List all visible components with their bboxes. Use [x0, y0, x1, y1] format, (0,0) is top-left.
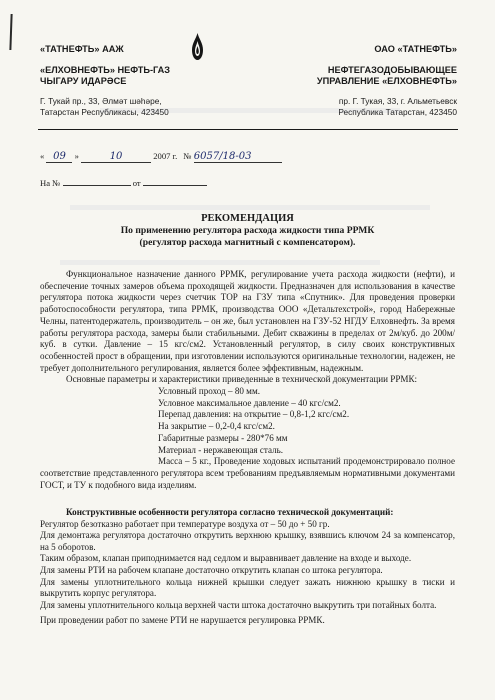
param-item: Условное максимальное давление – 40 кгс/см2. — [158, 397, 341, 408]
section-line: Для замены уплотнительного кольца нижней крышки следует зажать нижнюю крышку в тиски и выкрутить корпус регулятора. — [40, 576, 455, 599]
recommendation-body — [40, 269, 455, 491]
show-through — [60, 260, 380, 265]
section-line: Регулятор безотказно работает при температуре воздуха от – 50 до + 50 гр. — [40, 518, 330, 529]
show-through — [70, 205, 430, 210]
section-line: Для замены уплотнительного кольца верхней части штока достаточно выкрутить три потайных болта. — [40, 599, 437, 610]
document-subtitle-1: По применению регулятора расхода жидкости типа РРМК — [120, 225, 375, 236]
header-right-address-2: Республика Татарстан, 423450 — [338, 107, 457, 117]
oil-drop-icon — [190, 32, 205, 62]
body-paragraph-1: Функциональное назначение данного РРМК, регулирование учета расхода жидкости (нефти), и обеспечение точных замеров объема проходящей жидкости. Предназначен для использования в качестве регулятора потока жидкости через счетчик ТОР на ГЗУ типа «Спутник». Для проведения проверки работоспособности регулятора, типа РРМК, производства ООО «Детальтехстрой», город Набережные Челны, патентодержатель, производитель – он же, был установлен на ГЗУ-52 НГДУ Елховнефть. За время работы регулятора расхода, замеры были стабильными. Дебит скважины в пределах от 2м/куб. до 200м/куб. в сутки. Давление – 15 кгс/см2. Установленный регулятор, в силу своих конструктивных особенностей прост в обращении, при изготовлении используются оригинальные технологии, надежен, не требует дополнительного регулирования, является более эффективным, надежным. — [40, 269, 455, 373]
date-year: 2007 г. — [153, 151, 178, 161]
reply-date-blank — [143, 185, 207, 186]
section-title: Конструктивные особенности регулятора согласно технической документаций: — [66, 507, 394, 517]
param-item: Материал - нержавеющая сталь. — [158, 444, 284, 455]
header-right — [317, 44, 457, 118]
section-line: Таким образом, клапан приподнимается над седлом и выравнивает давление на входе и выходе. — [40, 553, 412, 564]
header-left-company: «ТАТНЕФТЬ» ААЖ — [40, 44, 124, 54]
show-through — [100, 108, 400, 113]
margin-pen-mark — [9, 14, 12, 50]
number-label: № — [183, 151, 192, 161]
header-left-division-2: ЧЫГАРУ ИДАРӘСЕ — [40, 76, 127, 86]
document-subtitle-2: (регулятор расхода магнитный с компенсатором). — [139, 237, 356, 248]
date-month: 10 — [81, 151, 151, 163]
header-right-company: ОАО «ТАТНЕФТЬ» — [374, 44, 457, 54]
body-paragraph-2: Основные параметры и характеристики приведенные в технической документации РРМК: — [66, 374, 418, 385]
header-left-address-2: Татарстан Республикасы, 423450 — [40, 107, 169, 117]
header-divider — [38, 129, 458, 130]
reply-number-blank — [63, 185, 131, 186]
tatneft-logo — [190, 32, 330, 64]
section-line: Для замены РТИ на рабочем клапане достаточно открутить клапан со штока регулятора. — [40, 564, 383, 575]
section-line: При проведении работ по замене РТИ не нарушается регулировка РРМК. — [40, 615, 325, 626]
date-number-line — [40, 151, 282, 163]
section-line: Для демонтажа регулятора достаточно открутить верхнюю крышку, взявшись ключом 24 за компенсатор, на 5 оборотов. — [40, 530, 455, 552]
header-right-division-2: УПРАВЛЕНИЕ «ЕЛХОВНЕФТЬ» — [316, 76, 457, 86]
header-right-division-1: НЕФТЕГАЗОДОБЫВАЮЩЕЕ — [327, 65, 457, 75]
header-left — [40, 44, 170, 118]
reply-number-label: На № — [40, 178, 61, 188]
header-right-address-1: пр. Г. Тукая, 33, г. Альметьевск — [338, 96, 457, 106]
date-open-quote: « — [40, 151, 45, 161]
reply-from-label: от — [132, 178, 141, 188]
header-left-division-1: «ЕЛХОВНЕФТЬ» НЕФТЬ-ГАЗ — [40, 65, 171, 75]
design-features-section — [40, 507, 455, 627]
date-day: 09 — [46, 151, 72, 163]
param-item: На закрытие – 0,2-0,4 кгс/см2. — [158, 421, 275, 432]
header-left-address-1: Г. Тукай пр., 33, Әлмәт шәһәре, — [40, 96, 162, 106]
param-item: Габаритные размеры - 280*76 мм — [158, 432, 288, 443]
body-paragraph-3: Масса – 5 кг., Проведение ходовых испытаний продемонстрировало полное соответствие представленного регулятора всем требованиям предъявляемым нормативными документами ГОСТ, и ТУ к подобного вида изделиям. — [40, 456, 455, 490]
document-number: 6057/18-03 — [194, 151, 282, 163]
document-title: РЕКОМЕНДАЦИЯ — [201, 213, 294, 224]
param-item: Перепад давления: на открытие – 0,8-1,2 кгс/см2. — [158, 409, 350, 420]
param-item: Условный проход – 80 мм. — [158, 386, 260, 397]
date-close-quote: » — [74, 151, 79, 161]
reply-reference-line — [40, 178, 207, 188]
